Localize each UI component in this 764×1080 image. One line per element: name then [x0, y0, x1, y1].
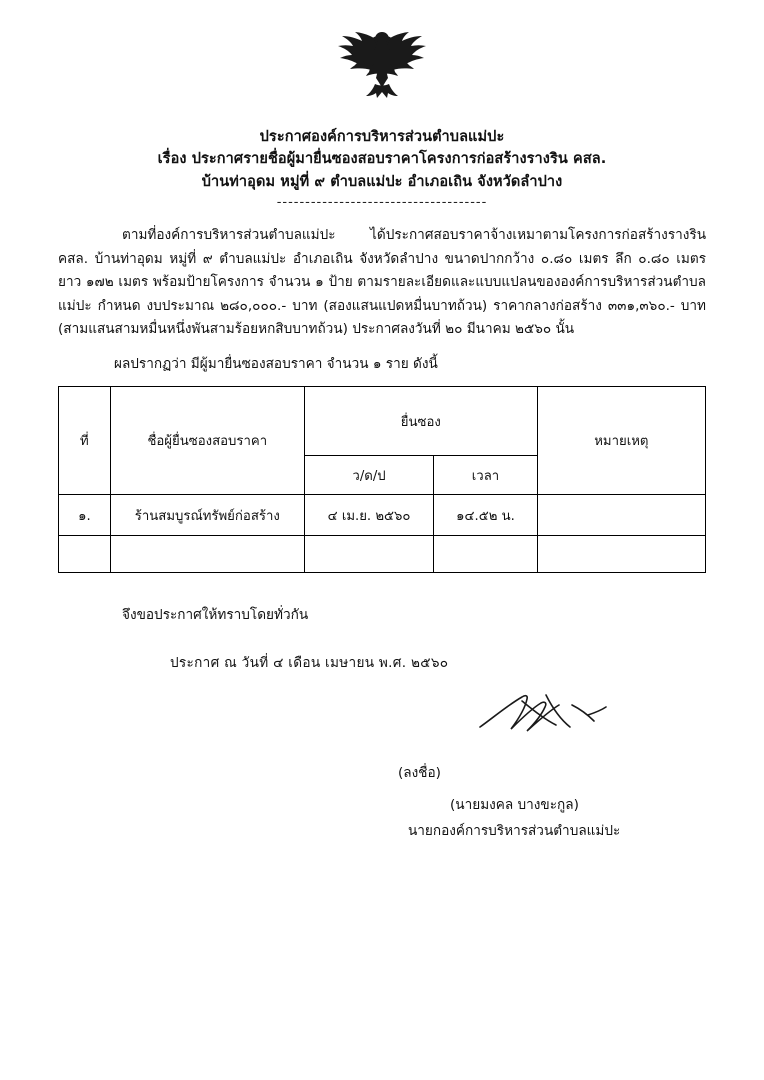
header-note: หมายเหตุ [537, 387, 705, 495]
cell-bidder-name: ร้านสมบูรณ์ทรัพย์ก่อสร้าง [110, 495, 304, 536]
paragraph-1-text: ตามที่องค์การบริหารส่วนตำบลแม่ปะ ได้ประกาศสอบราคาจ้างเหมาตามโครงการก่อสร้างรางริน คสล. บ้านท่าอุดม หมู่ที่ ๙ ตำบลแม่ปะ อำเภอเถิน จังหวัดลำปาง ขนาดปากกว้าง ๐.๘๐ เมตร ลึก ๐.๘๐ เมตร ยาว ๑๗๒ เมตร พร้อมป้ายโครงการ จำนวน ๑ ป้าย ตามรายละเอียดและแบบแปลนขององค์การบริหารส่วนตำบลแม่ปะ กำหนด งบประมาณ ๒๘๐,๐๐๐.- บาท (สองแสนแปดหมื่นบาทถ้วน) ราคากลางก่อสร้าง ๓๓๑,๓๖๐.- บาท (สามแสนสามหมื่นหนึ่งพันสามร้อยหกสิบบาทถ้วน) ประกาศลงวันที่ ๒๐ มีนาคม ๒๕๖๐ นั้น [58, 227, 706, 337]
header-bidder-name: ชื่อผู้ยื่นซองสอบราคา [110, 387, 304, 495]
heading-line-2: เรื่อง ประกาศรายชื่อผู้มายื่นซองสอบราคาโครงการก่อสร้างรางริน คสล. [157, 151, 607, 168]
heading-line-3: บ้านท่าอุดม หมู่ที่ ๙ ตำบลแม่ปะ อำเภอเถิน จังหวัดลำปาง [201, 173, 563, 190]
heading-divider: ------------------------------------- [276, 195, 488, 211]
cell-date [304, 536, 433, 573]
cell-no [59, 536, 111, 573]
signature-area [58, 679, 706, 840]
notice-text: จึงขอประกาศให้ทราบโดยทั่วกัน [122, 607, 309, 624]
announced-date: ประกาศ ณ วันที่ ๔ เดือน เมษายน พ.ศ. ๒๕๖๐ [170, 655, 449, 672]
body-paragraphs [58, 224, 706, 341]
cell-bidder-name [110, 536, 304, 573]
signer-title: นายกองค์การบริหารส่วนตำบลแม่ปะ [408, 823, 621, 840]
cell-no: ๑. [59, 495, 111, 536]
header-date: ว/ด/ป [304, 456, 433, 495]
cell-note [537, 495, 705, 536]
header-submission: ยื่นซอง [304, 387, 537, 456]
paragraph-1 [58, 224, 706, 341]
bidder-table [58, 386, 706, 573]
signed-label: (ลงชื่อ) [398, 765, 441, 782]
handwritten-signature [476, 687, 626, 745]
table-row [59, 495, 706, 536]
cell-time [434, 536, 538, 573]
cell-note [537, 536, 705, 573]
document-heading [58, 126, 706, 210]
emblem-container [58, 0, 706, 114]
cell-time: ๑๔.๕๒ น. [434, 495, 538, 536]
table-row [59, 536, 706, 573]
result-text: ผลปรากฏว่า มีผู้มายื่นซองสอบราคา จำนวน ๑ ราย ดังนี้ [114, 356, 438, 373]
header-time: เวลา [434, 456, 538, 495]
table-header-row-1 [59, 387, 706, 456]
header-no: ที่ [59, 387, 111, 495]
garuda-emblem [327, 26, 437, 108]
result-line [58, 353, 706, 376]
cell-date: ๔ เม.ย. ๒๕๖๐ [304, 495, 433, 536]
heading-line-1: ประกาศองค์การบริหารส่วนตำบลแม่ปะ [259, 129, 505, 145]
signer-name: (นายมงคล บางขะกูล) [450, 797, 579, 814]
